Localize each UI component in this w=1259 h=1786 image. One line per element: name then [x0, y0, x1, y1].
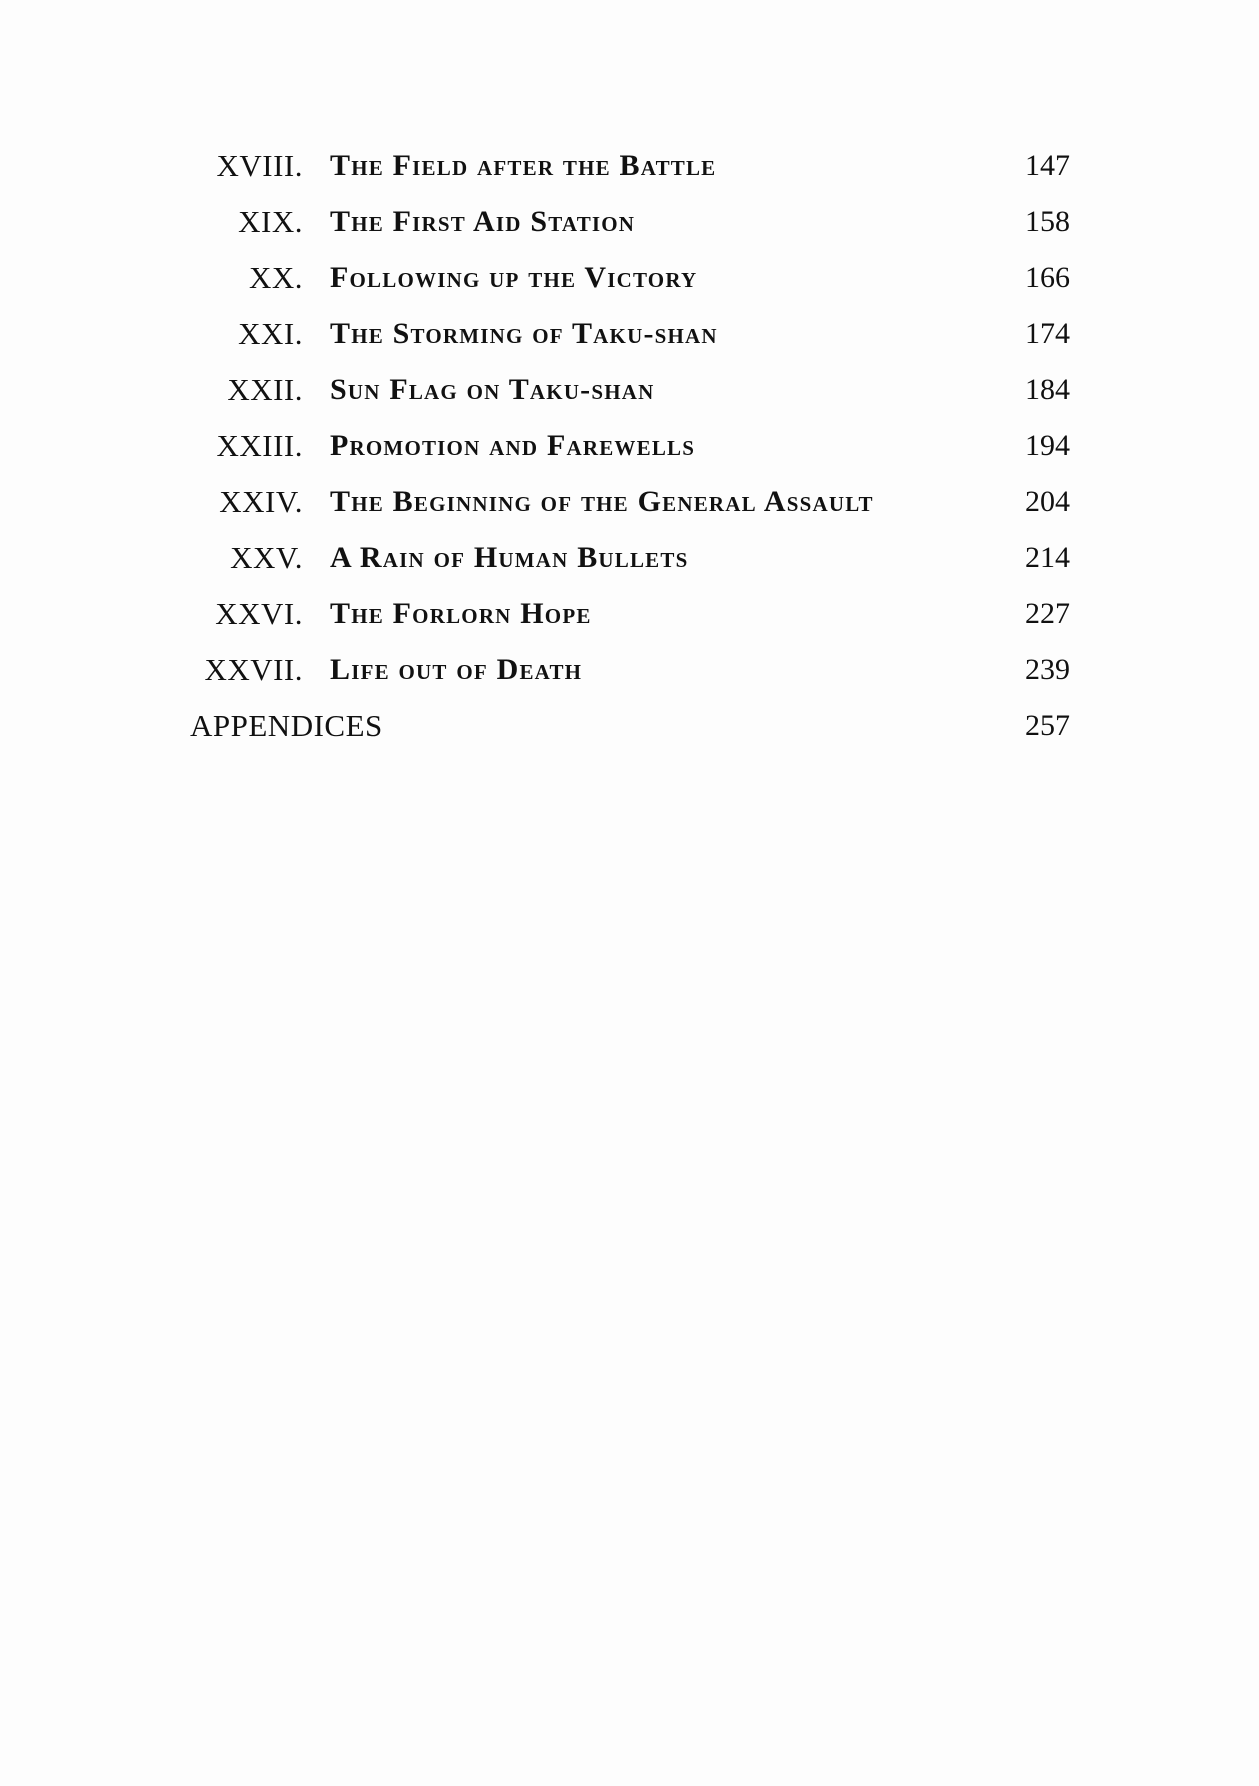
page-number: 214 [1025, 541, 1070, 574]
chapter-title: A Rain of Human Bullets [330, 541, 689, 574]
chapter-title: Life out of Death [330, 653, 583, 686]
page-number: 204 [1025, 485, 1070, 518]
table-of-contents [190, 138, 1070, 754]
page-number: 166 [1025, 261, 1070, 294]
chapter-number: XXIV. [219, 484, 303, 519]
page-number: 194 [1025, 429, 1070, 462]
chapter-title: Following up the Victory [330, 261, 698, 294]
chapter-title: The Field after the Battle [330, 149, 717, 182]
chapter-number: XIX. [238, 204, 303, 239]
toc-entry-appendices [190, 698, 1070, 754]
page-number: 227 [1025, 597, 1070, 630]
chapter-title: The Forlorn Hope [330, 597, 592, 630]
page-number: 174 [1025, 317, 1070, 350]
toc-entry-xxv [190, 530, 1070, 586]
appendices-label: APPENDICES [190, 708, 383, 743]
chapter-title: The Beginning of the General Assault [330, 485, 874, 518]
chapter-title: Promotion and Farewells [330, 429, 696, 462]
chapter-number: XVIII. [216, 148, 303, 183]
page-number: 184 [1025, 373, 1070, 406]
chapter-number: XX. [248, 260, 303, 295]
toc-entry-xx [190, 250, 1070, 306]
toc-entry-xxi [190, 306, 1070, 362]
page-number: 158 [1025, 205, 1070, 238]
toc-entry-xxvi [190, 586, 1070, 642]
toc-entry-xxii [190, 362, 1070, 418]
page-number: 257 [1025, 709, 1070, 742]
toc-entry-xxiii [190, 418, 1070, 474]
chapter-number: XXIII. [216, 428, 303, 463]
toc-entry-xxvii [190, 642, 1070, 698]
chapter-number: XXVI. [215, 596, 303, 631]
page-number: 239 [1025, 653, 1070, 686]
chapter-number: XXVII. [204, 652, 303, 687]
toc-entry-xxiv [190, 474, 1070, 530]
chapter-number: XXII. [227, 372, 303, 407]
toc-entry-xix [190, 194, 1070, 250]
chapter-number: XXV. [230, 540, 303, 575]
chapter-title: The Storming of Taku-shan [330, 317, 718, 350]
page-number: 147 [1025, 149, 1070, 182]
toc-entry-xviii [190, 138, 1070, 194]
chapter-title: The First Aid Station [330, 205, 636, 238]
chapter-title: Sun Flag on Taku-shan [330, 373, 655, 406]
chapter-number: XXI. [238, 316, 303, 351]
